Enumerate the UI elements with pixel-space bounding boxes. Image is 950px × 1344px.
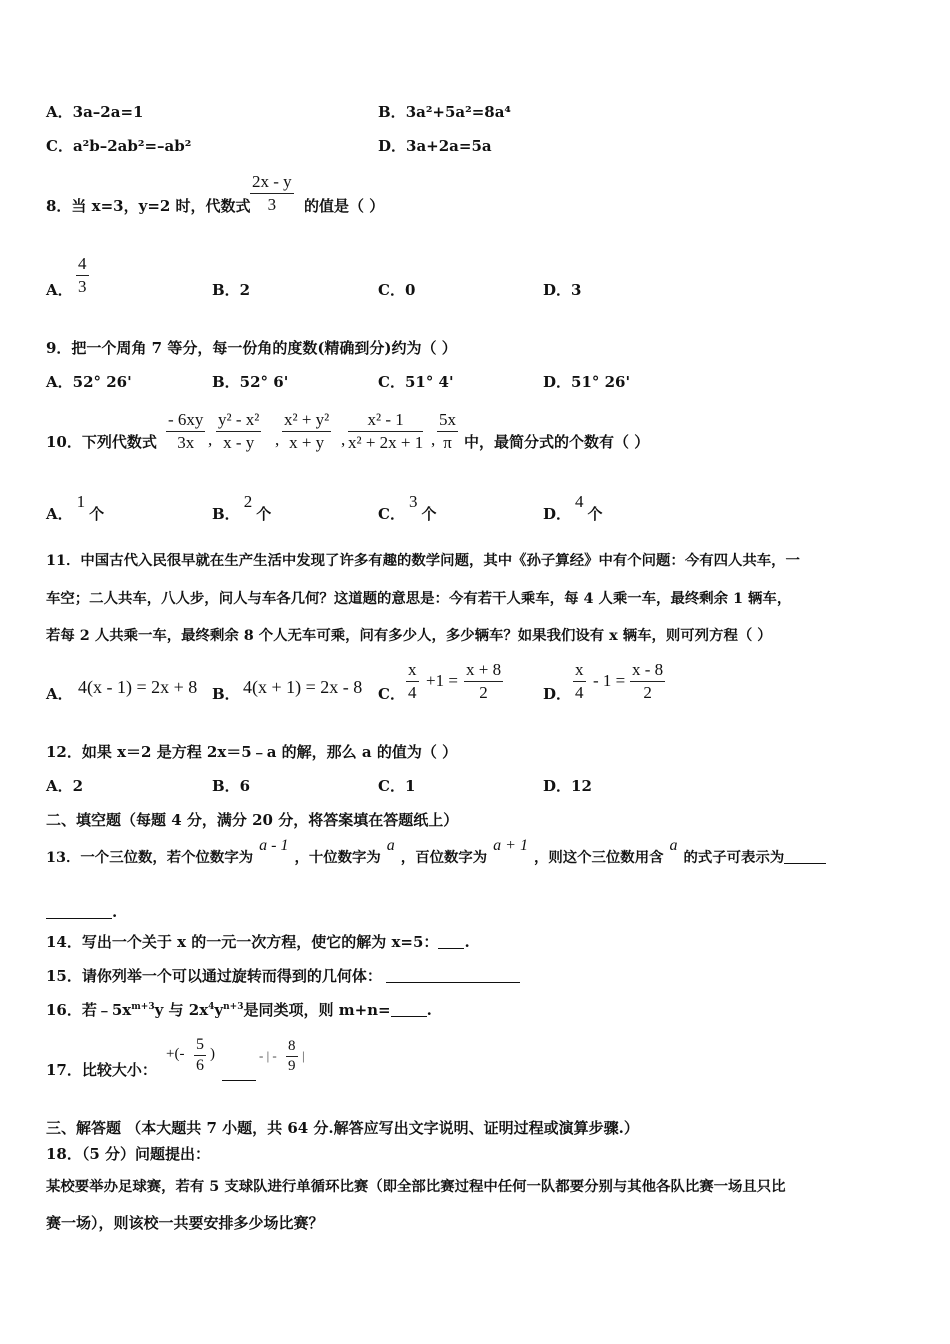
q12-stem: 12．如果 x＝2 是方程 2x＝5﹣a 的解，那么 a 的值为（ ） — [46, 743, 458, 761]
punctuation: . — [426, 1001, 432, 1019]
fraction-denominator: 3 — [78, 277, 87, 296]
q16-text: 16．若﹣5x — [46, 1001, 132, 1019]
q13-expression: a - 1 — [259, 837, 289, 854]
option-label: C． — [46, 137, 73, 155]
exponent: 4 — [208, 1002, 215, 1012]
q14-line — [46, 932, 470, 952]
q7-option-c — [46, 136, 191, 156]
fraction-numerator: x — [573, 660, 586, 682]
q10-option-a — [46, 492, 105, 524]
q7-option-b — [378, 102, 511, 122]
q11-option-d-middle: - 1 = — [593, 671, 626, 690]
q17-left-prefix: +(- — [166, 1046, 185, 1062]
q10-stem-end: 中，最简分式的个数有（ ） — [464, 433, 650, 451]
answer-blank[interactable] — [784, 849, 826, 864]
punctuation: . — [112, 903, 118, 921]
option-text: 3a²+5a²=8a⁴ — [405, 103, 512, 121]
q8-fraction — [250, 172, 294, 215]
q11-option-d-fraction-right — [630, 660, 665, 703]
q17-right-prefix: - | - — [259, 1048, 277, 1063]
fraction-denominator: 4 — [408, 683, 417, 702]
q17-right-fraction — [286, 1038, 298, 1075]
option-unit: 个 — [89, 505, 105, 523]
option-text: a²b–2ab²=–ab² — [72, 137, 192, 155]
q12-option-b: B．6 — [212, 777, 251, 795]
q16-line — [46, 1000, 432, 1020]
option-label: D． — [543, 505, 572, 523]
q16-text: y 与 2x — [154, 1001, 209, 1019]
q8-option-b: B．2 — [212, 281, 251, 299]
fraction-denominator: 9 — [288, 1058, 296, 1074]
q13-text: 13．一个三位数，若个位数字为 — [46, 849, 254, 866]
q12-option-c: C．1 — [378, 777, 416, 795]
answer-blank[interactable] — [46, 904, 112, 919]
option-unit: 个 — [421, 505, 437, 523]
fraction-numerator: 4 — [76, 254, 89, 276]
q11-option-c-fraction-left — [406, 660, 419, 703]
fraction-denominator: 4 — [575, 683, 584, 702]
fraction-denominator: x - y — [223, 433, 255, 452]
q9-option-a: A．52° 26' — [46, 373, 132, 391]
fraction-denominator: 6 — [196, 1057, 204, 1074]
q13-line — [46, 837, 826, 868]
q9-option-c: C．51° 4' — [378, 373, 454, 391]
fraction-numerator: x - 8 — [630, 660, 665, 682]
fraction-numerator: y² - x² — [216, 410, 261, 432]
option-number: 1 — [76, 492, 86, 511]
q10-fraction-5 — [437, 410, 458, 453]
option-number: 2 — [243, 492, 253, 511]
q11-option-a-label: A． — [46, 685, 73, 703]
q17-stem: 17．比较大小： — [46, 1061, 157, 1079]
q8-option-a-fraction — [76, 254, 89, 297]
q10-option-b — [212, 492, 272, 524]
section-2-heading: 二、填空题（每题 4 分，满分 20 分，将答案填在答题纸上） — [46, 811, 459, 829]
q18-line-1: 某校要举办足球赛，若有 5 支球队进行单循环比赛（即全部比赛过程中任何一队都要分别与其他各队比赛一场且只比 — [46, 1178, 786, 1195]
comma: , — [275, 430, 280, 449]
fraction-numerator: x² + y² — [282, 410, 331, 432]
q13-text: ，则这个三位数用含 — [533, 849, 664, 866]
q11-option-d-label: D． — [543, 685, 572, 703]
q12-option-a: A．2 — [46, 777, 84, 795]
q11-option-c-middle: +1 = — [426, 671, 458, 690]
q17-left-fraction — [194, 1036, 206, 1075]
q13-text: 的式子可表示为 — [683, 849, 785, 866]
q15-text: 15．请你列举一个可以通过旋转而得到的几何体： — [46, 967, 382, 985]
q16-text: 是同类项，则 m+n= — [243, 1001, 391, 1019]
q17-answer-line — [222, 1064, 256, 1084]
fraction-denominator: 2 — [479, 683, 488, 702]
q18-line-2: 赛一场），则该校一共要安排多少场比赛？ — [46, 1214, 324, 1232]
exponent: m+3 — [131, 1002, 155, 1012]
section-3-heading: 三、解答题 （本大题共 7 小题，共 64 分.解答应写出文字说明、证明过程或演算步骤.） — [46, 1119, 639, 1137]
punctuation: . — [464, 933, 470, 951]
q13-expression: a + 1 — [493, 837, 528, 854]
q13-expression: a — [669, 837, 678, 854]
option-text: 3a+2a=5a — [406, 137, 492, 155]
q18-title: 18．（5 分）问题提出： — [46, 1145, 211, 1163]
q11-line-1: 11．中国古代入民很早就在生产生活中发现了许多有趣的数学问题，其中《孙子算经》中有个问题：今有四人共车，一 — [46, 552, 800, 569]
q7-option-d — [378, 136, 492, 156]
q11-option-c-fraction-right — [464, 660, 503, 703]
fraction-numerator: 8 — [286, 1038, 298, 1057]
option-number: 3 — [408, 492, 418, 511]
comma: , — [341, 430, 346, 449]
q11-option-a-equation: 4(x - 1) = 2x + 8 — [78, 677, 198, 697]
q9-option-d: D．51° 26' — [543, 373, 631, 391]
fraction-denominator: x² + 2x + 1 — [348, 433, 424, 452]
q9-stem: 9．把一个周角 7 等分，每一份角的度数(精确到分)约为（ ） — [46, 339, 457, 357]
q8-option-d: D．3 — [543, 281, 582, 299]
answer-blank[interactable] — [386, 968, 520, 983]
q17-right-suffix: | — [302, 1048, 305, 1063]
q10-fraction-2 — [216, 410, 261, 453]
q12-option-d: D．12 — [543, 777, 592, 795]
q15-line — [46, 966, 520, 986]
q11-line-2: 车空；二人共车，八人步，问人与车各几何？这道题的意思是：今有若干人乘车，每 4 人乘一车，最终剩余 1 辆车， — [46, 590, 792, 607]
q10-option-d — [543, 492, 603, 524]
option-label: B． — [378, 103, 406, 121]
fraction-numerator: x² - 1 — [348, 410, 423, 432]
q10-fraction-3 — [282, 410, 331, 453]
q11-option-b-equation: 4(x + 1) = 2x - 8 — [243, 677, 363, 697]
fraction-denominator: 2 — [643, 683, 652, 702]
option-text: 3a–2a=1 — [72, 103, 144, 121]
fraction-numerator: x + 8 — [464, 660, 503, 682]
answer-blank[interactable] — [438, 934, 464, 949]
fraction-numerator: x — [406, 660, 419, 682]
q13-text: ，百位数字为 — [400, 849, 488, 866]
q9-option-b: B．52° 6' — [212, 373, 289, 391]
q13-continuation — [46, 902, 117, 922]
q10-option-c — [378, 492, 437, 524]
q8-stem-start: 8．当 x=3，y=2 时，代数式 — [46, 197, 251, 215]
fraction-denominator: 3 — [267, 195, 277, 214]
q11-option-c-label: C． — [378, 685, 405, 703]
q10-stem-start: 10．下列代数式 — [46, 433, 157, 451]
option-number: 4 — [575, 492, 584, 511]
comma: , — [208, 430, 213, 449]
fraction-numerator: - 6xy — [166, 410, 205, 432]
fraction-numerator: 2x - y — [250, 172, 294, 194]
option-unit: 个 — [587, 505, 603, 523]
option-label: A． — [46, 505, 73, 523]
q11-option-d-fraction-left — [573, 660, 586, 703]
q10-fraction-4 — [348, 410, 423, 453]
q14-text: 14．写出一个关于 x 的一元一次方程，使它的解为 x=5： — [46, 933, 439, 951]
option-label: D． — [378, 137, 407, 155]
option-label: A． — [46, 103, 73, 121]
q10-fraction-1 — [166, 410, 205, 453]
fraction-numerator: 5 — [194, 1036, 206, 1056]
q11-line-3: 若每 2 人共乘一车，最终剩余 8 个人无车可乘，问有多少人，多少辆车？如果我们设有 x 辆车，则可列方程（ ） — [46, 627, 772, 644]
fraction-denominator: x + y — [289, 433, 325, 452]
q8-option-c: C．0 — [378, 281, 416, 299]
option-unit: 个 — [256, 505, 272, 523]
exponent: n+3 — [223, 1002, 244, 1012]
fraction-denominator: 3x — [177, 433, 195, 452]
q8-option-a-label: A． — [46, 281, 73, 299]
fraction-denominator: π — [443, 433, 452, 452]
q13-text: ，十位数字为 — [294, 849, 381, 866]
q8-stem-end: 的值是（ ） — [304, 197, 385, 215]
comma: , — [431, 430, 436, 449]
q16-text: y — [214, 1001, 224, 1019]
fraction-numerator: 5x — [437, 410, 458, 432]
q7-option-a — [46, 102, 143, 122]
option-label: C． — [378, 505, 405, 523]
option-label: B． — [212, 505, 240, 523]
q17-left-suffix: ) — [210, 1046, 215, 1062]
answer-blank[interactable] — [391, 1002, 427, 1017]
q13-expression: a — [386, 837, 395, 854]
q11-option-b-label: B． — [212, 685, 240, 703]
answer-blank[interactable] — [222, 1066, 256, 1081]
